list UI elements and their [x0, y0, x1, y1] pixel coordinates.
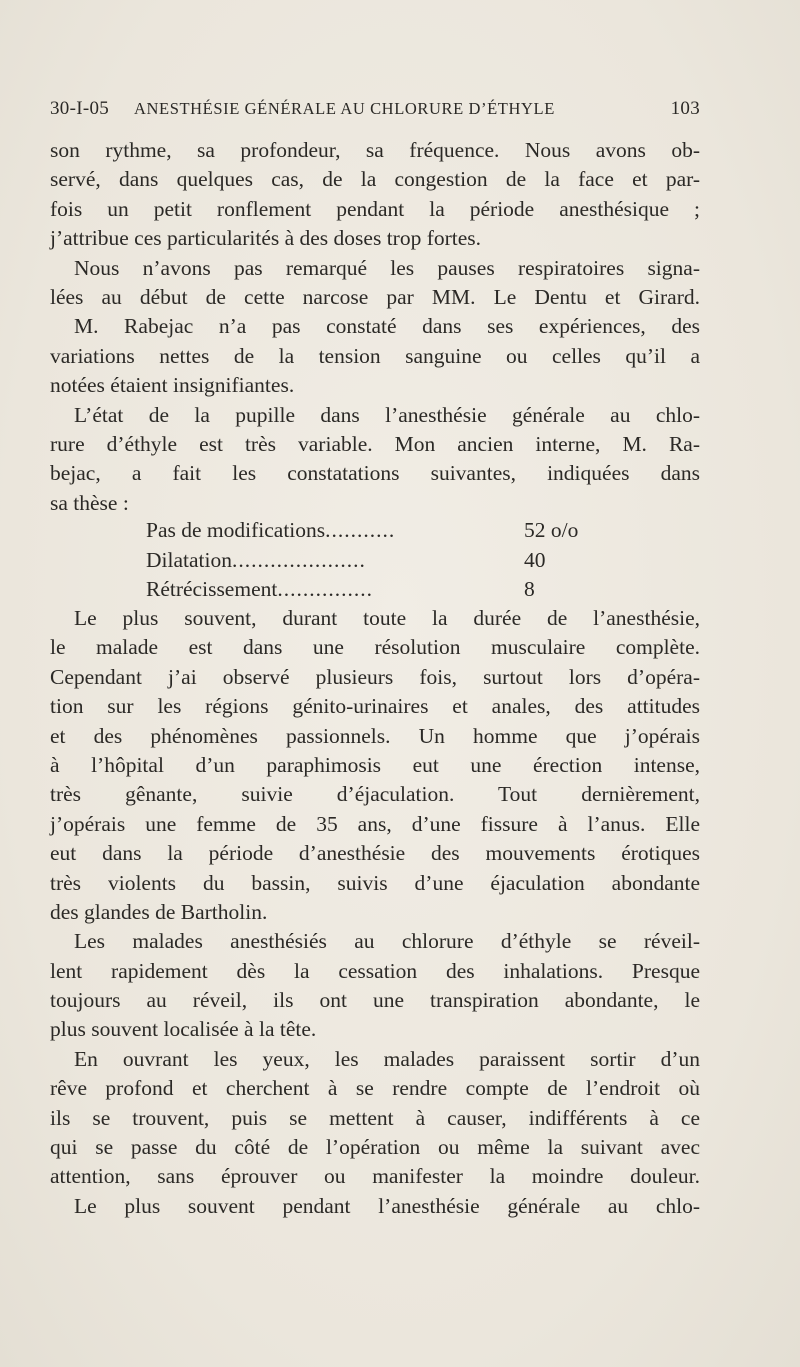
text-line: variations nettes de la tension sanguine ou celles qu’il a	[50, 343, 700, 368]
stat-value: 8	[524, 577, 535, 602]
text-line: notées étaient insignifiantes.	[50, 373, 295, 398]
text-line: lées au début de cette narcose par MM. Le Dentu et Girard.	[50, 284, 700, 309]
text-line: rêve profond et cherchent à se rendre compte de l’endroit où	[50, 1076, 700, 1101]
text-line: Cependant j’ai observé plusieurs fois, surtout lors d’opéra-	[50, 664, 700, 689]
text-line: eut dans la période d’anesthésie des mouvements érotiques	[50, 841, 700, 866]
text-line: son rythme, sa profondeur, sa fréquence. Nous avons ob-	[50, 138, 700, 162]
body-text-block-1	[50, 136, 700, 518]
header-date: 30-I-05	[50, 98, 110, 119]
running-header	[50, 98, 700, 126]
text-line: En ouvrant les yeux, les malades paraissent sortir d’un	[74, 1046, 700, 1071]
text-line: Le plus souvent pendant l’anesthésie générale au chlo-	[74, 1193, 700, 1218]
text-line: toujours au réveil, ils ont une transpiration abondante, le	[50, 988, 700, 1013]
text-line: attention, sans éprouver ou manifester la moindre douleur.	[50, 1164, 700, 1189]
text-line: sa thèse :	[50, 490, 129, 515]
text-line: L’état de la pupille dans l’anesthésie générale au chlo-	[74, 402, 700, 427]
text-line: rure d’éthyle est très variable. Mon ancien interne, M. Ra-	[50, 431, 700, 456]
text-line: tion sur les régions génito-urinaires et anales, des attitudes	[50, 694, 700, 719]
text-line: qui se passe du côté de l’opération ou même la suivant avec	[50, 1135, 700, 1160]
pupil-statistics-table	[146, 516, 579, 605]
text-line: ils se trouvent, puis se mettent à causer, indifférents à ce	[50, 1105, 700, 1130]
text-line: bejac, a fait les constatations suivantes, indiquées dans	[50, 461, 700, 486]
text-line: j’opérais une femme de 35 ans, d’une fissure à l’anus. Elle	[50, 811, 700, 836]
text-line: très violents du bassin, suivis d’une éjaculation abondante	[50, 870, 700, 895]
text-line: fois un petit ronflement pendant la période anesthésique ;	[50, 196, 700, 221]
text-line: plus souvent localisée à la tête.	[50, 1017, 317, 1042]
text-line: à l’hôpital d’un paraphimosis eut une érection intense,	[50, 752, 700, 777]
leader-dots: .....................	[231, 547, 366, 572]
stat-row	[146, 546, 546, 576]
leader-dots: ...............	[277, 577, 373, 602]
header-title: ANESTHÉSIE GÉNÉRALE AU CHLORURE D’ÉTHYLE	[134, 99, 555, 118]
text-line: le malade est dans une résolution musculaire complète.	[50, 635, 700, 660]
page-number: 103	[670, 98, 700, 119]
text-line: j’attribue ces particularités à des doses trop fortes.	[50, 226, 482, 251]
stat-label: Rétrécissement...............	[146, 577, 373, 602]
text-line: lent rapidement dès la cessation des inhalations. Presque	[50, 958, 700, 983]
leader-dots: ...........	[325, 518, 396, 542]
text-line: Le plus souvent, durant toute la durée de l’anesthésie,	[74, 606, 700, 630]
stat-value: 52 o/o	[524, 518, 579, 542]
body-text-block-2	[50, 604, 700, 1221]
stat-row	[146, 516, 579, 546]
text-line: servé, dans quelques cas, de la congestion de la face et par-	[50, 167, 700, 192]
text-line: Les malades anesthésiés au chlorure d’éthyle se réveil-	[74, 929, 700, 954]
text-line: des glandes de Bartholin.	[50, 899, 268, 924]
text-line: M. Rabejac n’a pas constaté dans ses expériences, des	[74, 314, 700, 339]
stat-row	[146, 575, 546, 605]
text-line: et des phénomènes passionnels. Un homme que j’opérais	[50, 723, 700, 748]
text-line: Nous n’avons pas remarqué les pauses respiratoires signa-	[74, 255, 700, 280]
text-line: très gênante, suivie d’éjaculation. Tout dernièrement,	[50, 782, 700, 807]
stat-label: Dilatation.....................	[146, 547, 366, 572]
stat-label: Pas de modifications...........	[146, 518, 396, 542]
stat-value: 40	[524, 547, 546, 572]
